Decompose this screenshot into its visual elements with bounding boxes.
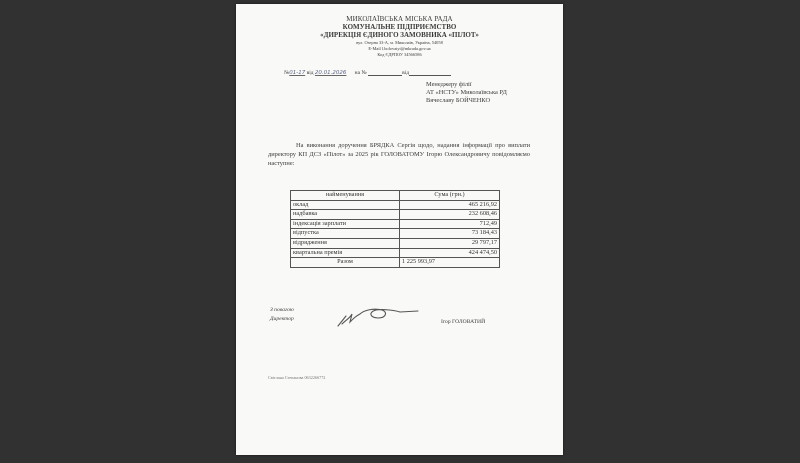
document-page xyxy=(236,4,563,455)
table-header-row xyxy=(291,191,500,201)
column-header-name: найменування xyxy=(291,191,400,201)
table-row xyxy=(291,229,500,239)
payments-table xyxy=(290,190,500,268)
total-value: 1 225 993,97 xyxy=(400,258,500,268)
row-value: 73 184,43 xyxy=(400,229,500,239)
total-label: Разом xyxy=(291,258,400,268)
letter-body xyxy=(268,141,530,168)
row-name: відрядження xyxy=(291,238,400,248)
signer-name: Ігор ГОЛОВАТИЙ xyxy=(441,319,486,325)
table-row xyxy=(291,238,500,248)
table-total-row xyxy=(291,258,500,268)
signer-position: Директор xyxy=(270,316,294,322)
handwritten-signature xyxy=(334,302,420,330)
row-value: 465 216,92 xyxy=(400,200,500,210)
row-value: 712,49 xyxy=(400,219,500,229)
table-row xyxy=(291,219,500,229)
reg-prefix: № xyxy=(284,70,290,76)
council-name: МИКОЛАЇВСЬКА МІСЬКА РАДА xyxy=(346,15,453,23)
registration-line xyxy=(284,70,451,76)
reply-date-blank xyxy=(409,70,451,76)
enterprise-type: КОМУНАЛЬНЕ ПІДПРИЄМСТВО xyxy=(342,23,457,31)
row-name: відпустка xyxy=(291,229,400,239)
addressee-position: Менеджеру філії xyxy=(426,81,472,88)
row-name: надбавка xyxy=(291,210,400,220)
row-name: квартальна премія xyxy=(291,248,400,258)
table-row xyxy=(291,248,500,258)
enterprise-name: «ДИРЕКЦІЯ ЄДИНОГО ЗАМОВНИКА «ПІЛОТ» xyxy=(320,31,479,39)
row-value: 29 797,17 xyxy=(400,238,500,248)
executor-contact: Світлана Степанова 0632266772 xyxy=(268,375,326,380)
column-header-amount: Сума (грн.) xyxy=(400,191,500,201)
reg-number: 01-17 xyxy=(289,70,306,76)
reply-from-label: від xyxy=(402,70,409,76)
row-name: оклад xyxy=(291,200,400,210)
enterprise-code: Код ЄДРПОУ 34566586 xyxy=(377,52,422,57)
closing-regards: З повагою xyxy=(270,307,294,313)
reply-number-blank xyxy=(368,70,402,76)
row-value: 424 474,50 xyxy=(400,248,500,258)
enterprise-email: E-Mail l.holovatyi@mkrada.gov.ua xyxy=(368,46,431,51)
reg-date: 20.01.2026 xyxy=(314,70,347,76)
table-row xyxy=(291,210,500,220)
letter-body-text: На виконання доручення БРЯДКА Сергія щодо, надання інформації про виплати директору КП ДСЗ «Пілот» за 2025 рік ГОЛОВАТОМУ Ігорю Олександровичу повідомляємо наступне: xyxy=(268,142,530,167)
addressee-organization: АТ «НСТУ» Миколаївська РД xyxy=(426,89,507,96)
table-row xyxy=(291,200,500,210)
enterprise-address: вул. Озерна 33-А, м. Миколаїв, Україна, 54058 xyxy=(356,40,443,45)
row-name: індексація зарплати xyxy=(291,219,400,229)
reply-label: на № xyxy=(354,70,367,76)
row-value: 232 608,46 xyxy=(400,210,500,220)
addressee-name: Вячеславу БОЙЧЕНКО xyxy=(426,97,491,104)
reg-from-label: від xyxy=(306,70,314,76)
